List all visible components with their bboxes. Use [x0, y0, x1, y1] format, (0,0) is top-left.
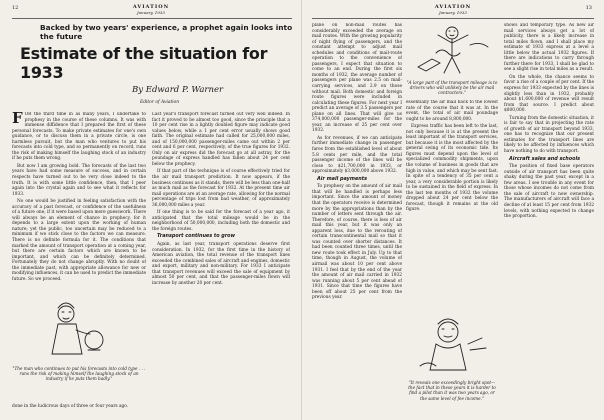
header-rule [312, 18, 594, 19]
article-column-1 [312, 23, 402, 413]
paragraph: Last year's transport forecast turned out very well indeed. In fact it proved to be almost too good, since the principle that a 10 per cent rise in a lightly doubled figure may indicate good values below, while a 1 per cent error usually shows good faith. The original estimate had called for 25,000,000 miles, and of 150,000,000 passenger-miles came out within 2 per cent and 6 per cent, respectively, of the true figures for 1932. Only on air express did the forecast go at all astray, for the poundage of express handled has fallen about 24 per cent below the prophecy. [152, 112, 290, 167]
kicker: Backed by two years' experience, a prophet again looks into the future [40, 23, 293, 41]
paragraph: Turning from the domestic situation, it is fair to say that in projecting the rate of growth of air transport beyond 1933, one has to recognize that our present estimates for the transport lines are likely to be affected by influences which have nothing to do with transport. [504, 115, 594, 155]
crystal-ball-prophet-icon [36, 300, 122, 362]
byline-role: Editor of Aviation [140, 100, 180, 105]
header-rule [12, 18, 292, 19]
issue-date: January, 1933 [137, 10, 165, 16]
paragraph: Express traffic has been left to the last, not only because it is at the present the least important of the transport services, but because it is the most affected by the general swing of its economic tide. Its figures must depend upon the level of specialized commodity shipments, upon the volume of business in goods that are high in value, and which may be sent fast. In spite of a tendency of 35 per cent a year, a very considerable portion is likely to be sustained in the field of express. In the last ten months of 1932 the volume dropped about 24 per cent below the forecast, though it remains at the old figure. [406, 124, 498, 213]
drop-cap: F [12, 112, 23, 127]
cartoon-caption: "The man who continues to put his forecasts into cold type . . . runs the risk of making himself the laughing stock of an industry if he puts them badly." [12, 366, 146, 382]
cartoon-illustration [408, 314, 496, 378]
running-header [302, 4, 604, 15]
running-header [0, 4, 302, 15]
paragraph: If that part of the technique is of course effectively tried for the air mail transport prediction. It now appears, if the business continues as it stands, there will be less than one-half as much mail as the forecast for 1932. At the present time air mail operations are at an average rate, allowing for the normal percentage of trips lost from bad weather, of approximately 36,000,000 miles a year. [152, 169, 290, 208]
pilot-cartoon-icon [408, 23, 496, 79]
cartoon-illustration [408, 23, 496, 79]
paragraph: No one would be justified in feeling satisfaction with the accuracy of a past forecast, or confidence of the usefulness of a future one, if it were based upon mere guesswork. There will always be an element of chance in prophecy, for it depends to a large extent upon the working of human nature; yet the public, too uncertain may be reduced to a minimum if we stick close to the factors we can measure. There is no definite formula for it. The conditions that marked the amount of transport operation at a coming year, but there are certain factors which are known to be important, and which can be definitely determined. Fortunately they do not change abruptly. With no doubt of the immediate past, with appropriate allowance for new or modifying influences, it can be used to predict the immediate future. So we proceed. [12, 199, 146, 282]
right-page [302, 0, 604, 420]
paragraph: plane on non-mail routes has considerably exceeded the average on mail routes. With the growing popularity of night flying of passengers, and the constant attempt to adjust mail schedules and conditions of mail-route operation to the convenience of passengers, I expect that situation to come to an end. During the first six months of 1932, the average number of passengers per plane was 2.5 on mail-carrying services, and 2.9 on those without mail. Both domestic and foreign route figures were included in calculating these figures. For next year I predict an average of 3.5 passengers per plane on all lines. That will give us 374,000,000 passenger-miles for the year, an increase of 25 per cent over 1932. [312, 23, 402, 134]
magazine-name: AVIATION [132, 4, 170, 10]
article-title: Estimate of the situation for 1933 [20, 44, 268, 82]
magazine-name: AVIATION [434, 4, 472, 10]
cartoon-caption: "A large part of the transport mileage is to drivers who will unlikely be the air mail contractors." [406, 80, 498, 96]
issue-date: January, 1933 [439, 10, 467, 16]
article-column-2 [406, 100, 498, 312]
subhead: Aircraft sales and schools [509, 155, 581, 162]
article-column-3 [504, 23, 594, 413]
subhead: Transport continues to grow [157, 233, 236, 240]
subhead: Air mail payments [317, 175, 368, 182]
paragraph: essentially the air mail back to the lowest rate of the course that it was at. In the event, the total of air mail poundage ought to be around 8,800,000. [406, 100, 498, 122]
paragraph: On the whole, the chance seems to favor a rise of a couple of per cent. If the express for 1933 expected by the lines is slightly less than in 1932, probably about $1,600,000 of revenue will result from that source. I predict about $800,000. [504, 74, 594, 114]
byline: By Edward P. Warner [132, 85, 224, 95]
paragraph: shows and temporary type. As new air mail services always get a lot of publicity, there is a likely increase in total miles flown, and I shall place my estimate of 1933 express at a level a little below the actual 1932 figures. If there are indications to carry through further there for 1933, I shall be glad to see a slight rise in total miles as a result. [504, 23, 594, 73]
article-column-2 [152, 112, 290, 412]
paragraph: As for revenues, if we can anticipate further immediate change in passenger fares from the established level of about 5.8 cents per mile, and the total passenger income of the lines will be close to $21,700,000 in 1933, or approximately $3,000,000 above 1932. [312, 135, 402, 175]
column-tail: done in the ludicrous days of three or four years ago. [12, 404, 129, 409]
paragraph: FOR the third time in as many years, I undertake to prophesy in the course of these columns. It was with immense diffidence that I prepared the first of these personal forecasts. To make private estimates for one's own guidance, or to discuss them in a private circle, is one harmless pursuit, but the man who ventures to put his forecasts into cold type, and so permanently on record, runs the risk of making himself the laughing stock of an industry if he puts them wrong. [12, 112, 146, 162]
paragraph: Again, as last year, transport operations deserve first consideration. In 1932, for the first time in the history of American aviation, the total revenue of the transport lines exceeded the combined sales of aircraft and engines, domestic and export, military and non-military. For 1933 I anticipate that transport revenues will exceed the sale of equipment by almost 50 per cent, and that the passenger-miles flown will increase by another 20 per cent. [152, 242, 290, 286]
pilot-portrait-icon [408, 314, 496, 378]
page-number: 12 [12, 5, 19, 11]
paragraph: If one thing is to be said for the forecast of a year ago, it anticipated that the total mileage would be in the neighborhood of 50,000,000, including both the domestic and the foreign routes. [152, 210, 290, 232]
paragraph: But now I am growing bold. The forecasts of the last two years have had some measure of success, and in certain respects have turned out to be very close indeed to the truth. It is with some little confidence, then, that I peer again into the crystal again and to see what it reflects for 1933. [12, 163, 146, 197]
cartoon-caption: "It reveals one exceedingly bright spot—the fact that in these years it is harder to find a pilot than it was two years ago, or the same level of fee income." [408, 380, 496, 401]
cartoon-illustration [36, 300, 122, 362]
paragraph: The position of fixed base operators outside of air transport has been quite shaky during the past year, except in a few areas. I see trouble in any event for those whose incomes do not come from the sale of aircraft to new ownership. The manufacturers of aircraft will face a decline of at least 15 per cent from 1932 levels, with nothing expected to change the proportion. [504, 164, 594, 220]
page-number: 13 [585, 5, 592, 11]
paragraph: To prophesy on the amount of air mail that will be handled is perhaps less important. Since the amount of money that the operators receive is determined more by the appropriations than by the number of letters sent through the air. Therefore, of course, there is less of air mail this year, but it was only an apparent loss, due to the rerouting of certain transcontinental mail so that it was counted over shorter distances. It had been counted three times, until the new route took effect in July. Up to that time, though in August, the volume of airmail was about 10 per cent above 1931. I feel that by the end of the year the amount of air mail carried in 1932 was running about 5 per cent ahead of 1931. Since that time the figures have been off about 25 per cent from the previous year. [312, 184, 402, 301]
